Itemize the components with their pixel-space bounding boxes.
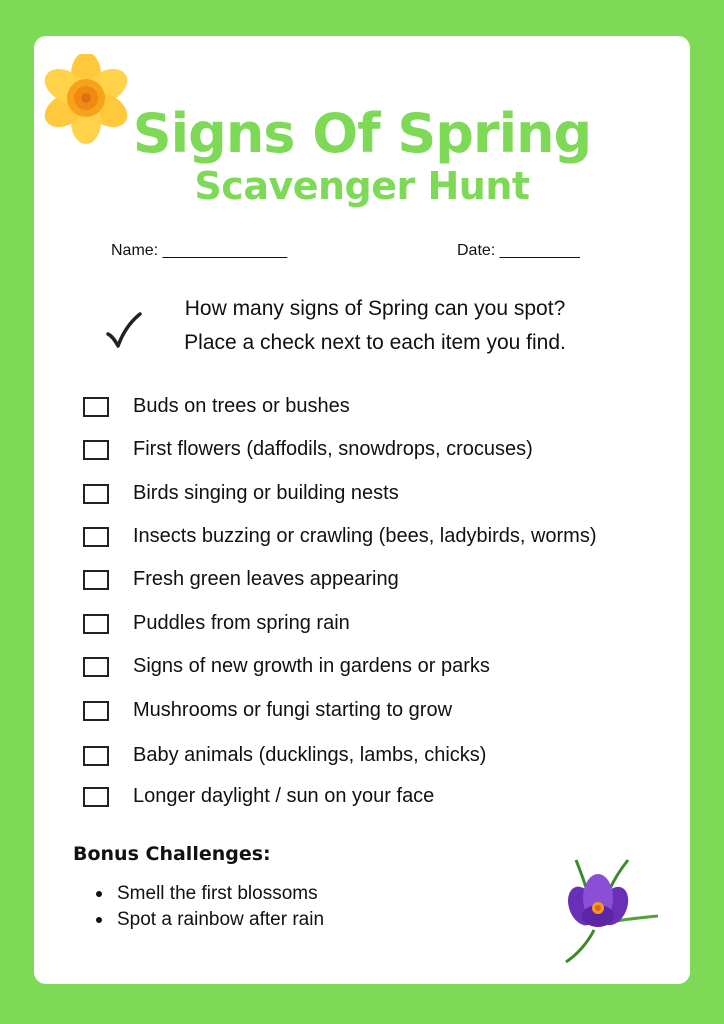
page-subtitle: Scavenger Hunt (194, 164, 530, 208)
crocus-icon (558, 858, 662, 966)
checkmark-icon (106, 312, 142, 352)
checklist-item-label: Buds on trees or bushes (133, 395, 350, 417)
checklist-item-label: Puddles from spring rain (133, 612, 350, 634)
checkbox[interactable] (83, 527, 109, 547)
checklist-item-label: Birds singing or building nests (133, 482, 399, 504)
bonus-item-label: Smell the first blossoms (117, 883, 318, 904)
bonus-heading: Bonus Challenges: (73, 843, 271, 865)
checklist-item-label: Fresh green leaves appearing (133, 568, 399, 590)
checklist-item-label: Mushrooms or fungi starting to grow (133, 699, 453, 721)
checkbox[interactable] (83, 570, 109, 590)
page-title: Signs Of Spring (132, 102, 592, 165)
instruction-line: How many signs of Spring can you spot? (184, 297, 566, 320)
checkbox[interactable] (83, 746, 109, 766)
name-field[interactable]: Name: ______________ (111, 242, 288, 259)
bonus-list (95, 883, 324, 935)
checkbox[interactable] (83, 397, 109, 417)
bullet-icon (96, 891, 102, 897)
checklist-item-label: Insects buzzing or crawling (bees, ladybirds, worms) (133, 525, 597, 547)
checkbox[interactable] (83, 614, 109, 634)
checklist-item-label: First flowers (daffodils, snowdrops, crocuses) (133, 438, 533, 460)
bullet-icon (96, 917, 102, 923)
bonus-item (95, 883, 324, 909)
date-field[interactable]: Date: _________ (457, 242, 580, 259)
checkbox[interactable] (83, 787, 109, 807)
checklist-item-label: Baby animals (ducklings, lambs, chicks) (133, 744, 487, 766)
bonus-item-label: Spot a rainbow after rain (117, 909, 325, 930)
checkbox[interactable] (83, 440, 109, 460)
checkbox[interactable] (83, 657, 109, 677)
checklist-item-label: Signs of new growth in gardens or parks (133, 655, 490, 677)
checkbox[interactable] (83, 701, 109, 721)
checklist-item-label: Longer daylight / sun on your face (133, 785, 435, 807)
instruction-line: Place a check next to each item you find. (184, 331, 566, 354)
bonus-item (95, 909, 324, 935)
checkbox[interactable] (83, 484, 109, 504)
